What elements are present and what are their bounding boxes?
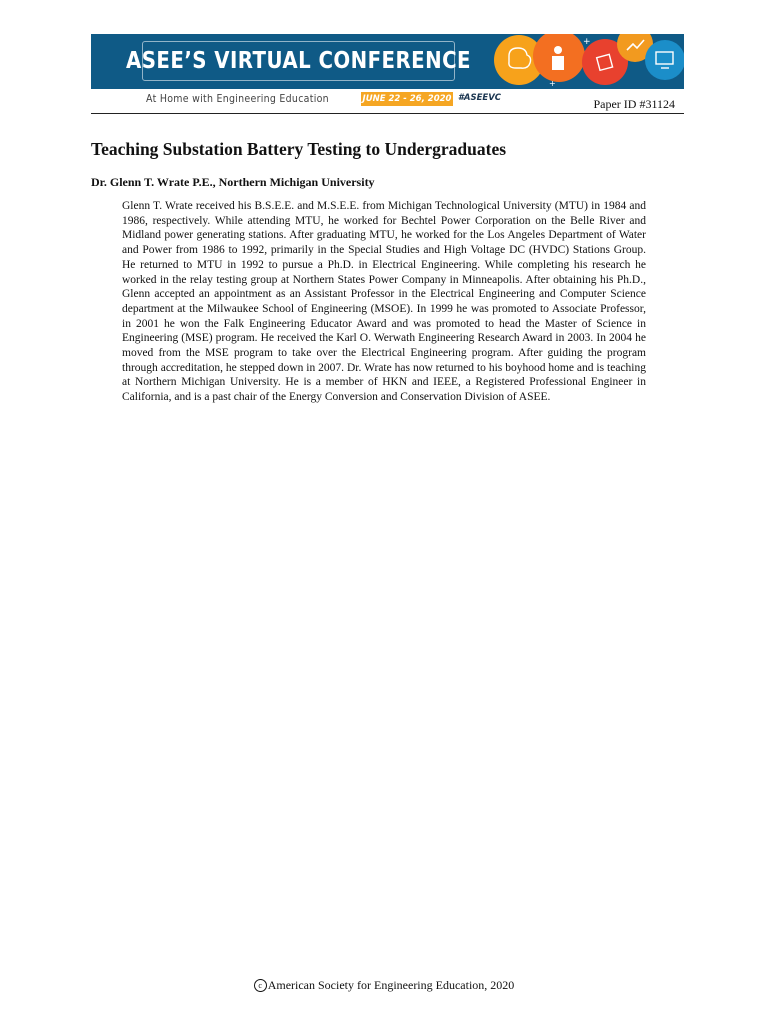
conference-hashtag: #ASEEVC <box>458 93 502 103</box>
conference-bubbles-graphic <box>489 34 684 89</box>
conference-dates: JUNE 22 - 26, 2020 <box>362 94 452 104</box>
paper-title: Teaching Substation Battery Testing to Undergraduates <box>91 139 507 159</box>
conference-dates-badge <box>361 92 453 106</box>
copyright-icon: c <box>254 979 267 992</box>
svg-text:+: + <box>549 79 556 88</box>
author-line: Dr. Glenn T. Wrate P.E., Northern Michigan University <box>91 175 375 189</box>
paper-id: Paper ID #31124 <box>593 97 675 111</box>
copyright-text: American Society for Engineering Education, 2020 <box>267 978 515 992</box>
computer-bubble-icon <box>645 40 684 80</box>
copyright-footer <box>0 978 768 993</box>
svg-text:+: + <box>583 37 591 47</box>
conference-title-box <box>126 41 471 81</box>
author-biography: Glenn T. Wrate received his B.S.E.E. and M.S.E.E. from Michigan Technological University (MTU) in 1984 and 1986, respectively. While attending MTU, he worked for Bechtel Power Corporation on the Belle River and Midland power generating stations. After graduating MTU, he worked for the Los Angeles Department of Water and Power from 1986 to 1992, primarily in the Special Studies and High Voltage DC (HVDC) Stations Group. He returned to MTU in 1992 to pursue a Ph.D. in Electrical Engineering. While completing his research he worked in the relay testing group at Northern States Power Company in Minneapolis. After obtaining his Ph.D., Glenn accepted an appointment as an Assistant Professor in the Electrical Engineering and Computer Science department at the Milwaukee School of Engineering (MSOE). In 1999 he was promoted to Associate Professor, in 2001 he won the Falk Engineering Educator Award and was promoted to head the Master of Science in Engineering (MSE) program. He received the Karl O. Werwath Engineering Research Award in 2003. In 2004 he moved from the MSE program to take over the Electrical Engineering program. After guiding the program through accreditation, he stepped down in 2007. Dr. Wrate has now returned to his boyhood home and is teaching at Northern Michigan University. He is a member of HKN and IEEE, a Registered Professional Engineer in California, and is a past chair of the Energy Conversion and Conservation Division of ASEE. <box>122 200 646 404</box>
conference-subheader <box>91 89 684 114</box>
conference-banner <box>91 34 684 89</box>
conference-tagline: At Home with Engineering Education <box>146 93 329 105</box>
conference-title: ASEE’S VIRTUAL CONFERENCE <box>126 48 471 74</box>
